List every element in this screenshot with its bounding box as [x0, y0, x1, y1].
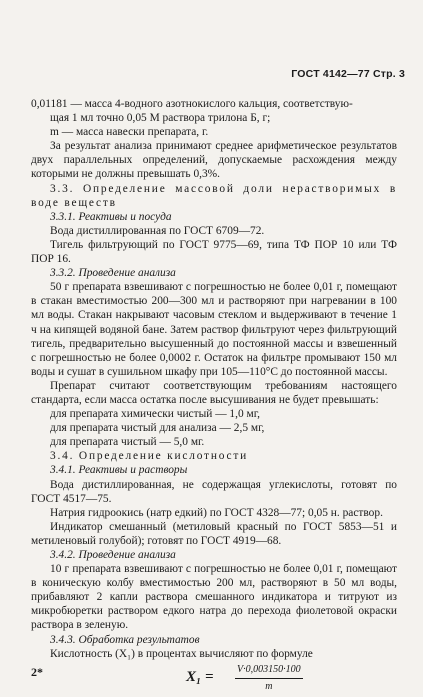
document-body: [31, 97, 397, 697]
definition-line: щая 1 мл точно 0,05 М раствора трилона Б, г;: [50, 112, 271, 125]
page-mark: 2*: [31, 665, 43, 679]
formula-lhs: X₁ =: [186, 668, 214, 685]
paragraph: 50 г препарата взвешивают с погрешностью не более 0,01 г, помещают в стакан вместимостью 200—300 мл и растворяют при нагревании в 100 мл воды. Стакан накрывают часовым стеклом и выдерживают в течение 1 ч на кипящей водяной бане. Затем раствор фильтруют через фильтрующий тигель, предварительно высушенный до постоянной массы и взвешенный с погрешностью не более 0,0002 г. Остаток на фильтре промывают 150 мл воды и сушат в сушильном шкафу при 105—110°С до постоянной массы.: [31, 281, 397, 378]
definition-line: 0,01181 — масса 4-водного азотнокислого кальция, соответствую-: [31, 98, 353, 110]
subsection-heading: 3.4.3. Обработка результатов: [50, 633, 200, 646]
section-heading: 3.3. Определение массовой доли нерастворимых в воде веществ: [31, 182, 397, 209]
subsection-heading: 3.4.2. Проведение анализа: [50, 549, 176, 561]
paragraph: Кислотность (X₁) в процентах вычисляют по формуле: [50, 647, 313, 660]
subsection-heading: 3.3.1. Реактивы и посуда: [50, 210, 172, 223]
paragraph: Препарат считают соответствующим требованиям настоящего стандарта, если масса остатка после высушивания не будет превышать:: [31, 379, 397, 406]
paragraph: Вода дистиллированная по ГОСТ 6709—72.: [50, 224, 265, 237]
list-item: для препарата чистый — 5,0 мг.: [50, 436, 205, 449]
list-item: для препарата чистый для анализа — 2,5 мг,: [50, 422, 265, 435]
subsection-heading: 3.3.2. Проведение анализа: [50, 267, 176, 280]
paragraph: Натрия гидроокись (натр едкий) по ГОСТ 4328—77; 0,05 н. раствор.: [50, 506, 383, 519]
paragraph: 10 г препарата взвешивают с погрешностью не более 0,01 г, помещают в коническую колбу вместимостью 200 мл, растворяют в 50 мл воды, прибавляют 2 капли раствора смешанного индикатора и титруют из микробюретки раствором едкого натра до перехода фиолетовой окраски раствора в зеленую.: [31, 563, 397, 632]
formula-numerator: V·0,003150·100: [235, 663, 303, 679]
formula-denominator: m: [265, 680, 273, 692]
section-heading: 3.4. Определение кислотности: [50, 450, 249, 463]
paragraph: Тигель фильтрующий по ГОСТ 9775—69, типа ТФ ПОР 10 или ТФ ПОР 16.: [31, 238, 397, 266]
paragraph: Вода дистиллированная, не содержащая углекислоты, готовят по ГОСТ 4517—75.: [31, 478, 397, 505]
formula-fraction: [235, 663, 303, 694]
formula: [31, 663, 397, 697]
page-header: ГОСТ 4142—77 Стр. 3: [291, 68, 405, 80]
paragraph: Индикатор смешанный (метиловый красный по ГОСТ 5853—51 и метиленовый голубой); готовят по ГОСТ 4919—68.: [31, 520, 397, 547]
list-item: для препарата химически чистый — 1,0 мг,: [50, 408, 260, 421]
subsection-heading: 3.4.1. Реактивы и растворы: [50, 464, 188, 477]
paragraph: За результат анализа принимают среднее арифметическое результатов двух параллельных определений, допускаемые расхождения между которыми не должны превышать 0,3%.: [31, 140, 397, 181]
definition-line: m — масса навески препарата, г.: [50, 126, 209, 139]
